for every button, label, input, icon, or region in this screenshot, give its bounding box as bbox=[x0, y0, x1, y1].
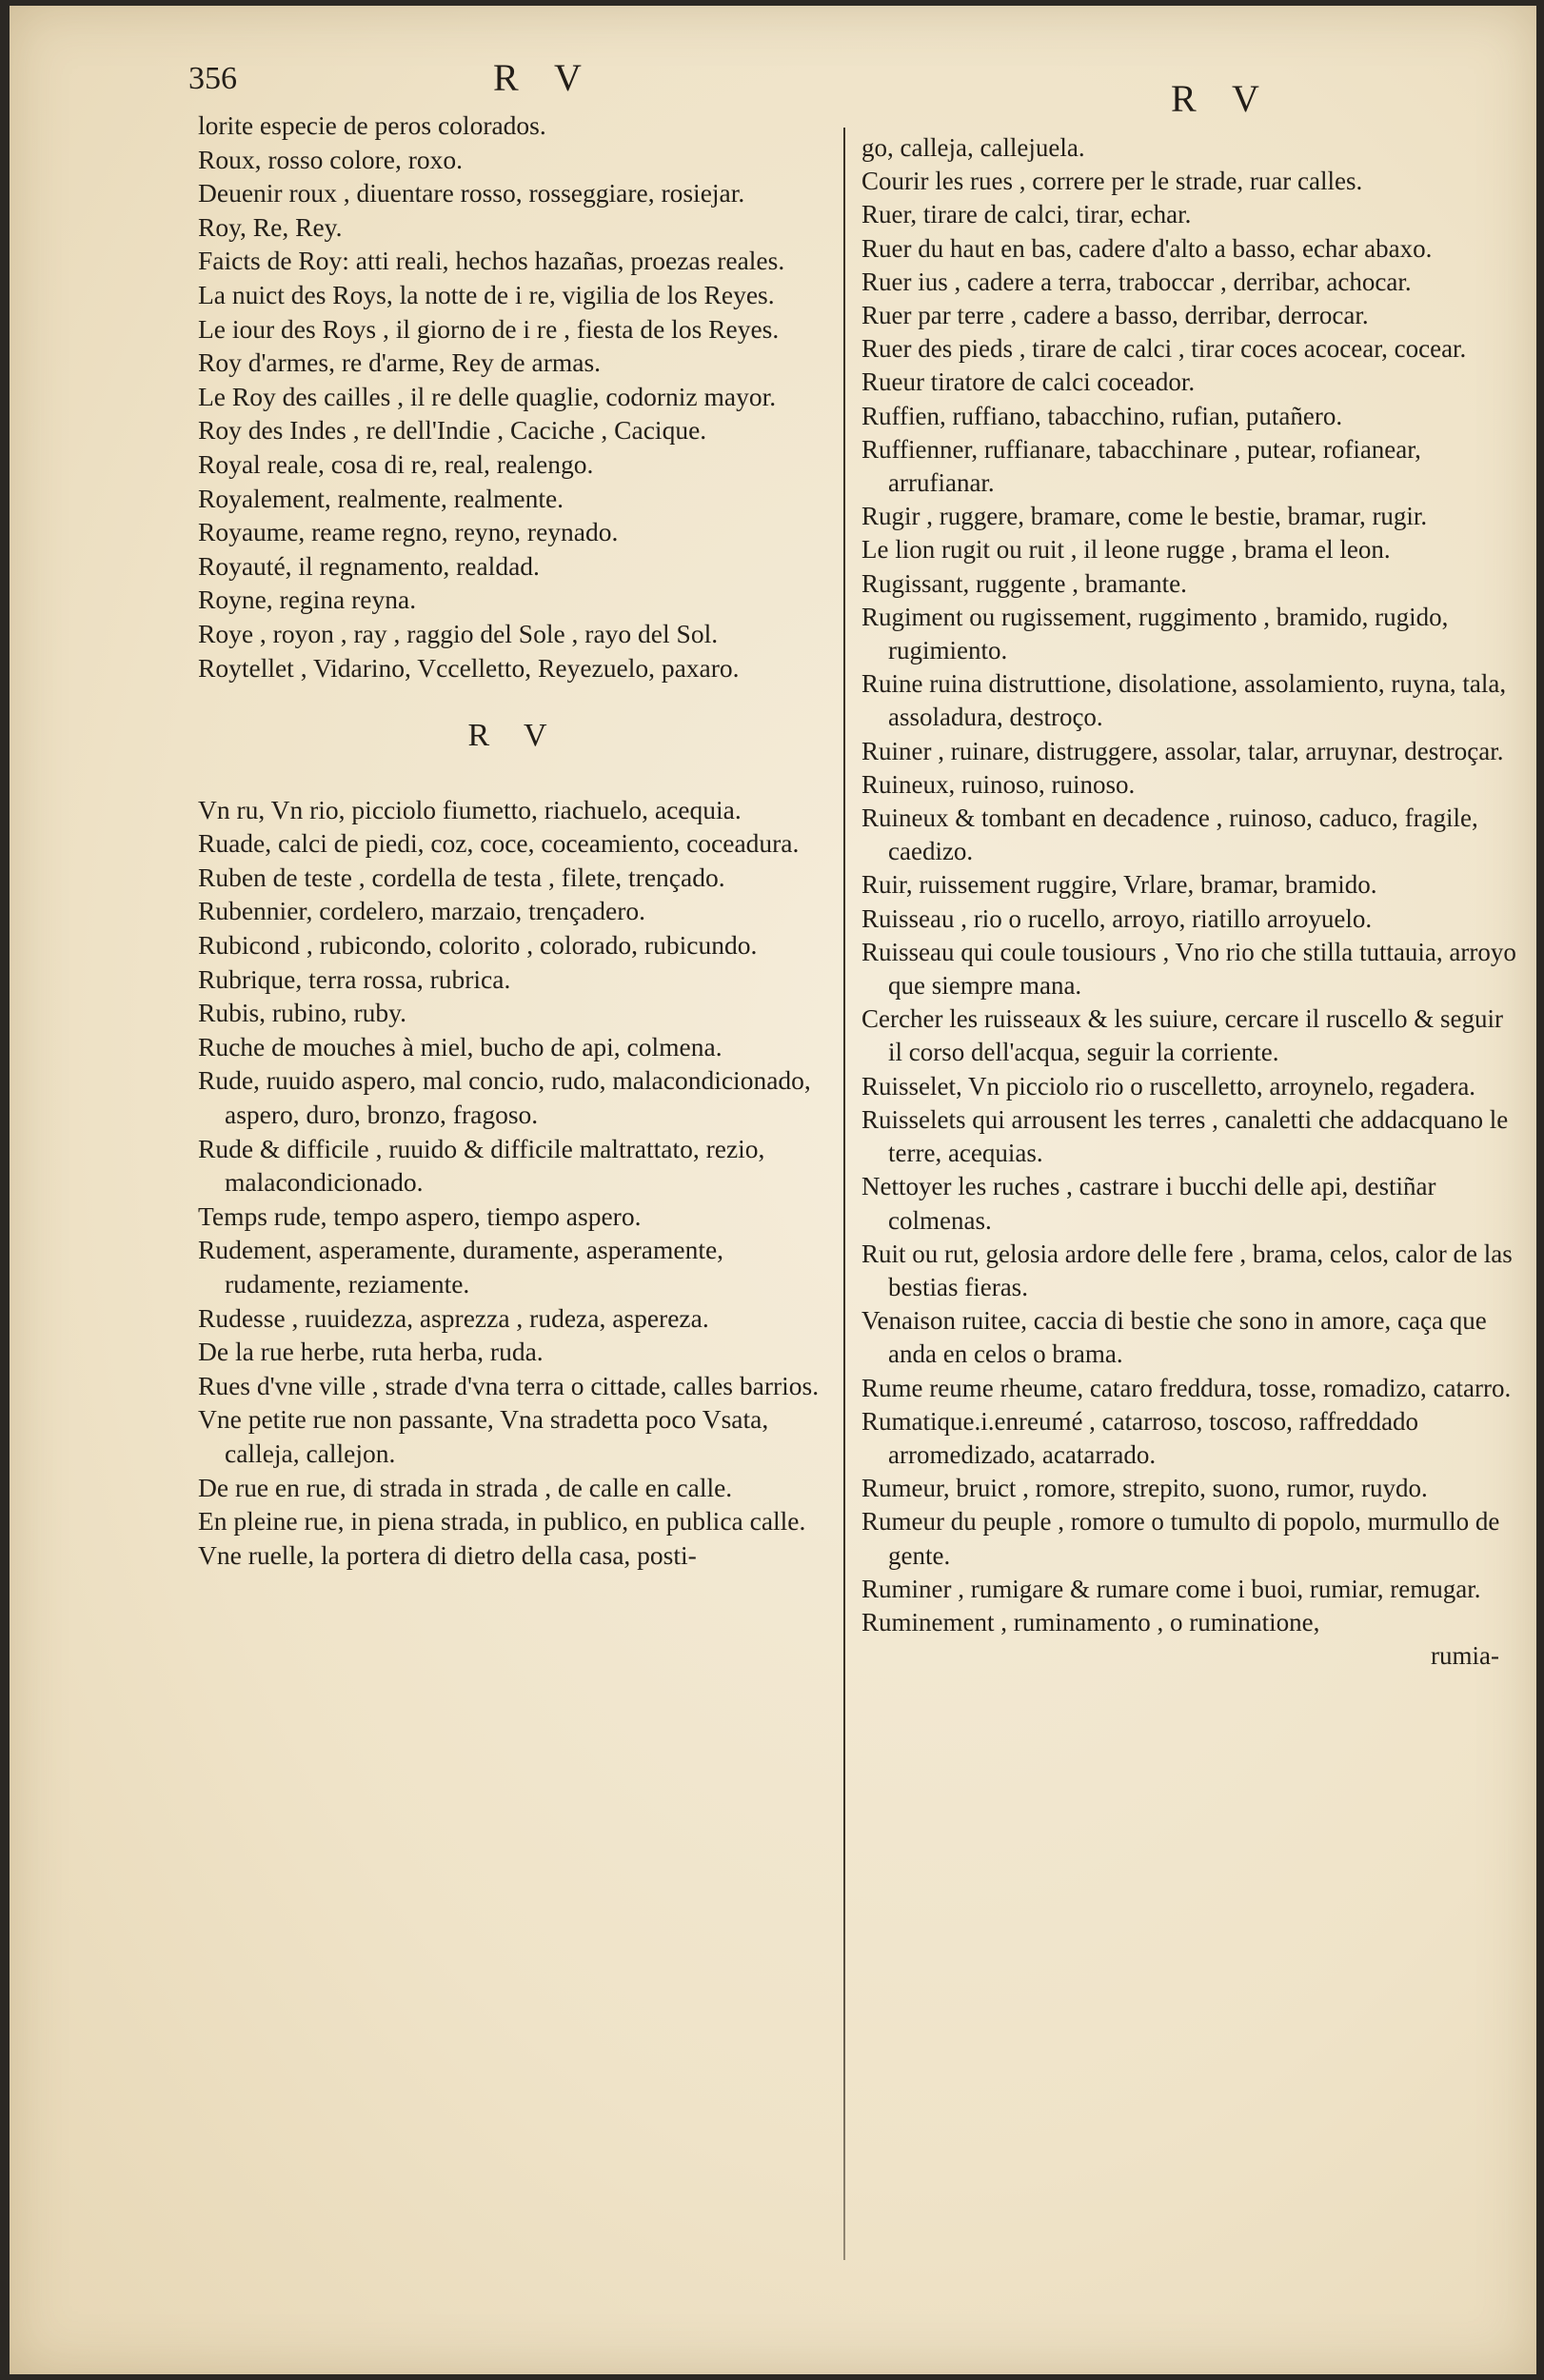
dictionary-entry: Ruine ruina distruttione, disolatione, assolamiento, ruyna, tala, assoladura, destroço. bbox=[861, 669, 1507, 732]
dictionary-entry: Roy d'armes, re d'arme, Rey de armas. bbox=[198, 347, 602, 378]
running-header-left: R V bbox=[493, 56, 595, 99]
dictionary-entry: Nettoyer les ruches , castrare i bucchi delle api, destiñar colmenas. bbox=[861, 1172, 1436, 1235]
dictionary-entry: Courir les rues , correre per le strade, ruar calles. bbox=[861, 167, 1363, 196]
dictionary-entry: Royne, regina reyna. bbox=[198, 585, 417, 615]
dictionary-entry: Rubrique, terra rossa, rubrica. bbox=[198, 963, 511, 994]
dictionary-entry: Rumeur, bruict , romore, strepito, suono, rumor, ruydo. bbox=[861, 1474, 1428, 1503]
dictionary-entry: Le lion rugit ou ruit , il leone rugge , brama el leon. bbox=[861, 535, 1391, 565]
dictionary-entry: Ruisseau qui coule tousiours , Vno rio che stilla tuttauia, arroyo que siempre mana. bbox=[861, 937, 1516, 1001]
dictionary-entry: Vne ruelle, la portera di dietro della casa, posti- bbox=[198, 1539, 697, 1570]
dictionary-entry: Ruer, tirare de calci, tirar, echar. bbox=[861, 200, 1192, 229]
dictionary-entry: Cercher les ruisseaux & les suiure, cercare il ruscello & seguir il corso dell'acqua, seguir la corriente. bbox=[861, 1004, 1503, 1067]
dictionary-entry: Ruffien, ruffiano, tabacchino, rufian, putañero. bbox=[861, 401, 1343, 430]
dictionary-entry: Ruer du haut en bas, cadere d'alto a basso, echar abaxo. bbox=[861, 233, 1433, 263]
dictionary-entry: Roye , royon , ray , raggio del Sole , rayo del Sol. bbox=[198, 618, 719, 648]
dictionary-entry: Royal reale, cosa di re, real, realengo. bbox=[198, 448, 594, 479]
dictionary-entry: Roux, rosso colore, roxo. bbox=[198, 144, 464, 174]
dictionary-entry: Ruffienner, ruffianare, tabacchinare , putear, rofianear, arrufianar. bbox=[861, 434, 1421, 498]
dictionary-entry: Royauté, il regnamento, realdad. bbox=[198, 550, 540, 581]
dictionary-entry: La nuict des Roys, la notte de i re, vigilia de los Reyes. bbox=[198, 279, 775, 309]
dictionary-entry: Ruisseau , rio o rucello, arroyo, riatillo arroyuelo. bbox=[861, 903, 1373, 933]
left-entries-group-1 bbox=[198, 109, 830, 684]
dictionary-entry: Ruche de mouches à miel, bucho de api, colmena. bbox=[198, 1031, 723, 1061]
dictionary-entry: Deuenir roux , diuentare rosso, rosseggiare, rosiejar. bbox=[198, 178, 745, 208]
dictionary-entry: Ruminer , rumigare & rumare come i buoi, rumiar, remugar. bbox=[861, 1574, 1481, 1603]
page-number: 356 bbox=[188, 61, 237, 96]
dictionary-entry: Ruer par terre , cadere a basso, derribar, derrocar. bbox=[861, 301, 1369, 330]
dictionary-entry: Venaison ruitee, caccia di bestie che sono in amore, caça que anda en celos o brama. bbox=[861, 1306, 1487, 1369]
dictionary-entry: Ruineux, ruinoso, ruinoso. bbox=[861, 769, 1136, 799]
column-divider bbox=[843, 128, 845, 2260]
dictionary-entry: Ruisselets qui arrousent les terres , canaletti che addacquano le terre, acequias. bbox=[861, 1104, 1509, 1168]
dictionary-entry: Rude, ruuido aspero, mal concio, rudo, malacondicionado, aspero, duro, bronzo, fragoso. bbox=[198, 1065, 811, 1130]
dictionary-page bbox=[10, 6, 1536, 2374]
dictionary-entry: Royaume, reame regno, reyno, reynado. bbox=[198, 517, 619, 547]
dictionary-entry: Ruer des pieds , tirare de calci , tirar coces acocear, cocear. bbox=[861, 334, 1467, 364]
dictionary-entry: Vn ru, Vn rio, picciolo fiumetto, riachuelo, acequia. bbox=[198, 794, 742, 824]
dictionary-entry: Ruir, ruissement ruggire, Vrlare, bramar, bramido. bbox=[861, 870, 1377, 900]
dictionary-entry: Ruben de teste , cordella de testa , filete, trençado. bbox=[198, 862, 725, 892]
dictionary-entry: Rues d'vne ville , strade d'vna terra o cittade, calles barrios. bbox=[198, 1370, 820, 1400]
dictionary-entry: En pleine rue, in piena strada, in publico, en publica calle. bbox=[198, 1506, 806, 1537]
dictionary-entry: Roytellet , Vidarino, Vccelletto, Reyezuelo, paxaro. bbox=[198, 652, 740, 683]
dictionary-entry: Rumeur du peuple , romore o tumulto di popolo, murmullo de gente. bbox=[861, 1507, 1500, 1570]
dictionary-entry: Rume reume rheume, cataro freddura, tosse, romadizo, catarro. bbox=[861, 1373, 1512, 1402]
running-header-right: R V bbox=[1171, 77, 1273, 120]
dictionary-entry: Rubicond , rubicondo, colorito , colorado, rubicundo. bbox=[198, 930, 758, 961]
dictionary-entry: Rubennier, cordelero, marzaio, trençadero. bbox=[198, 896, 645, 926]
dictionary-entry: Royalement, realmente, realmente. bbox=[198, 483, 564, 513]
left-entries-group-2 bbox=[198, 793, 830, 1573]
dictionary-entry: Temps rude, tempo aspero, tiempo aspero. bbox=[198, 1200, 642, 1231]
dictionary-entry: lorite especie de peros colorados. bbox=[198, 110, 546, 140]
dictionary-entry: Roy, Re, Rey. bbox=[198, 211, 343, 242]
catchword: rumia- bbox=[1431, 1641, 1499, 1671]
right-entries bbox=[861, 131, 1518, 1639]
dictionary-entry: Ruiner , ruinare, distruggere, assolar, talar, arruynar, destroçar. bbox=[861, 736, 1504, 765]
dictionary-entry: Rubis, rubino, ruby. bbox=[198, 998, 406, 1028]
dictionary-entry: Rueur tiratore de calci coceador. bbox=[861, 367, 1196, 397]
dictionary-entry: go, calleja, callejuela. bbox=[861, 133, 1085, 162]
dictionary-entry: De rue en rue, di strada in strada , de calle en calle. bbox=[198, 1472, 733, 1502]
dictionary-entry: Vne petite rue non passante, Vna stradetta poco Vsata, calleja, callejon. bbox=[198, 1404, 769, 1468]
dictionary-entry: Rumatique.i.enreumé , catarroso, toscoso, raffreddado arromedizado, acatarrado. bbox=[861, 1406, 1419, 1469]
dictionary-entry: Ruer ius , cadere a terra, traboccar , derribar, achocar. bbox=[861, 267, 1412, 296]
dictionary-entry: Rudesse , ruuidezza, asprezza , rudeza, aspereza. bbox=[198, 1302, 709, 1333]
section-heading: R V bbox=[467, 718, 561, 754]
dictionary-entry: Ruineux & tombant en decadence , ruinoso, caduco, fragile, caedizo. bbox=[861, 803, 1478, 866]
dictionary-entry: Rugir , ruggere, bramare, come le bestie, bramar, rugir. bbox=[861, 502, 1428, 531]
dictionary-entry: Le Roy des cailles , il re delle quaglie, codorniz mayor. bbox=[198, 381, 777, 411]
dictionary-entry: Ruisselet, Vn picciolo rio o ruscelletto, arroynelo, regadera. bbox=[861, 1071, 1476, 1101]
left-column bbox=[198, 109, 830, 1572]
dictionary-entry: Ruit ou rut, gelosia ardore delle fere , brama, celos, calor de las bestias fieras. bbox=[861, 1239, 1513, 1301]
dictionary-entry: Ruade, calci de piedi, coz, coce, coceamiento, coceadura. bbox=[198, 828, 800, 859]
dictionary-entry: Rugissant, ruggente , bramante. bbox=[861, 568, 1187, 598]
dictionary-entry: Roy des Indes , re dell'Indie , Caciche , Cacique. bbox=[198, 415, 707, 446]
right-column bbox=[861, 131, 1518, 1673]
dictionary-entry: Ruminement , ruminamento , o ruminatione, bbox=[861, 1607, 1320, 1636]
dictionary-entry: Le iour des Roys , il giorno de i re , fiesta de los Reyes. bbox=[198, 313, 780, 344]
dictionary-entry: De la rue herbe, ruta herba, ruda. bbox=[198, 1337, 544, 1367]
dictionary-entry: Rugiment ou rugissement, ruggimento , bramido, rugido, rugimiento. bbox=[861, 602, 1449, 665]
dictionary-entry: Faicts de Roy: atti reali, hechos hazañas, proezas reales. bbox=[198, 246, 785, 276]
dictionary-entry: Rude & difficile , ruuido & difficile maltrattato, rezio, malacondicionado. bbox=[198, 1133, 765, 1198]
dictionary-entry: Rudement, asperamente, duramente, asperamente, rudamente, reziamente. bbox=[198, 1235, 724, 1299]
